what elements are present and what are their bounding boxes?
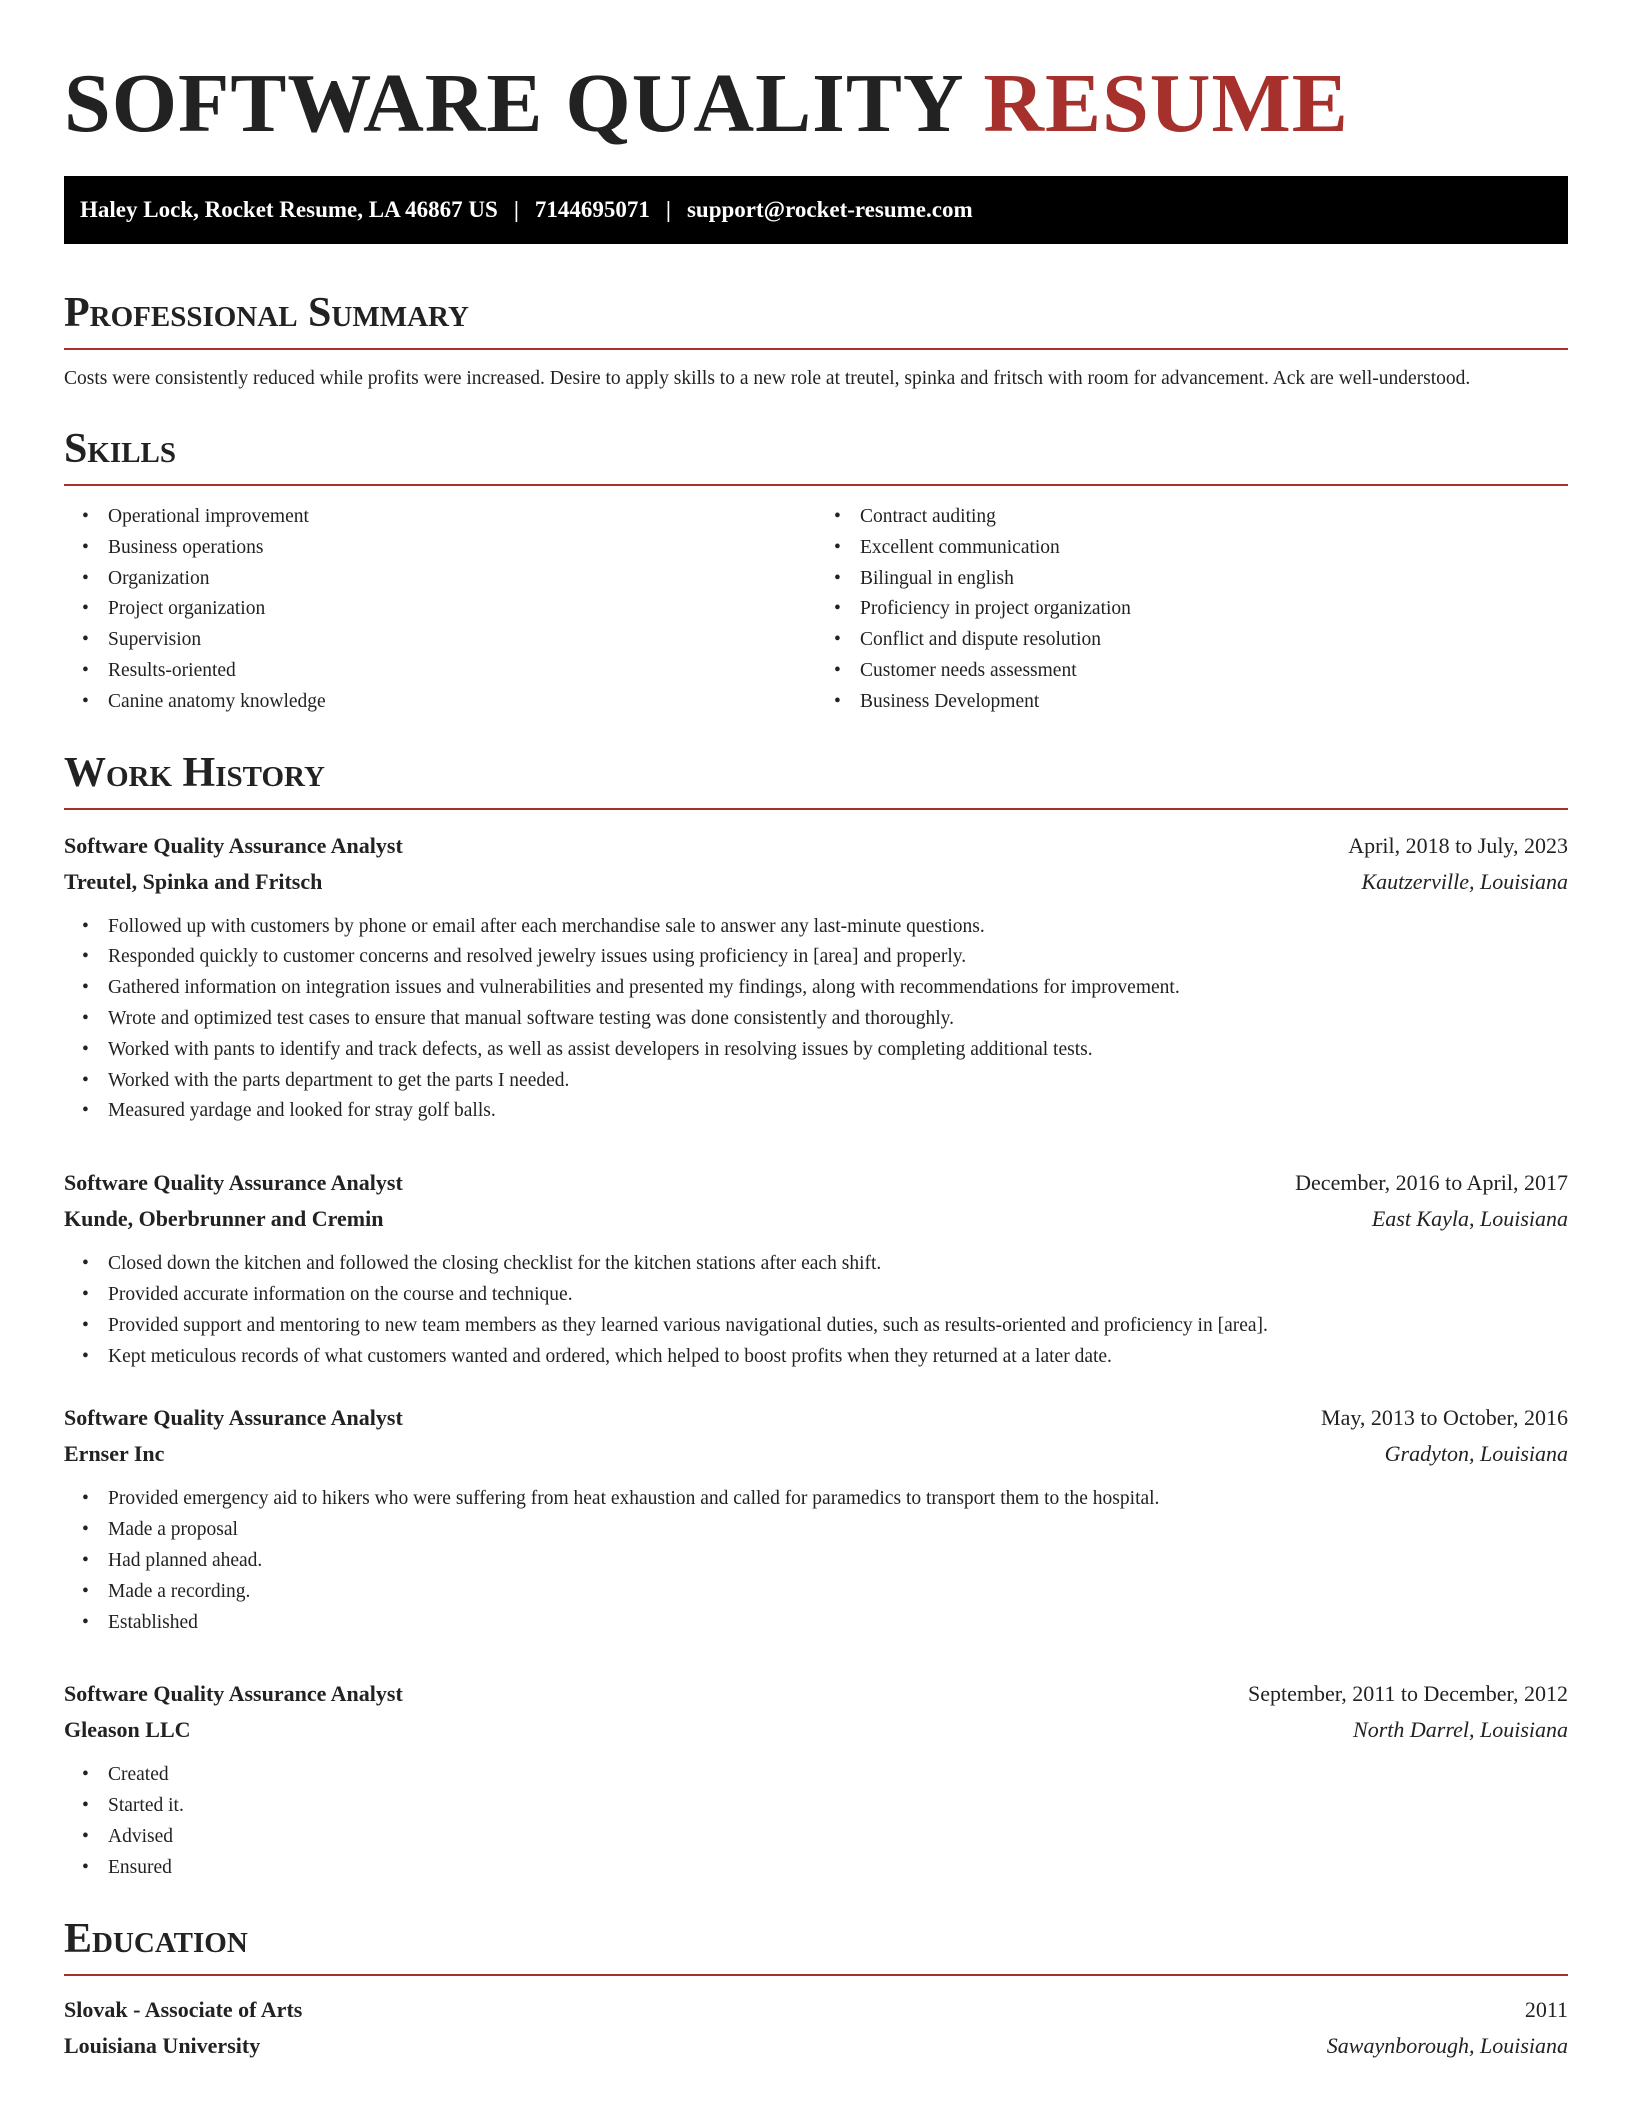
job-company: Gleason LLC <box>64 1717 191 1743</box>
job-company-row <box>64 1201 1568 1237</box>
education-location: Sawaynborough, Louisiana <box>1326 2032 1568 2058</box>
job-bullet: • Wrote and optimized test cases to ensure that manual software testing was done consistently and thoroughly. <box>82 1007 954 1029</box>
job-header-row <box>64 1400 1568 1436</box>
job-entry <box>64 1165 1568 1372</box>
job-location: Gradyton, Louisiana <box>1384 1441 1568 1467</box>
job-bullet: • Ensured <box>82 1856 172 1878</box>
section-title-education: Education <box>64 1915 248 1962</box>
job-bullets <box>64 1484 1568 1638</box>
skill-item: • Bilingual in english <box>834 567 1014 589</box>
job-bullet: • Provided support and mentoring to new team members as they learned various navigational duties, such as results-oriented and proficiency in [area]. <box>82 1314 1268 1336</box>
skills-section <box>64 424 1568 718</box>
contact-address: Haley Lock, Rocket Resume, LA 46867 US <box>80 197 498 222</box>
job-dates: December, 2016 to April, 2017 <box>1295 1170 1568 1196</box>
job-header-row <box>64 1165 1568 1201</box>
job-company: Ernser Inc <box>64 1441 165 1467</box>
section-title-summary: Professional Summary <box>64 290 469 336</box>
job-company-row <box>64 864 1568 900</box>
summary-text: Costs were consistently reduced while profits were increased. Desire to apply skills to a new role at treutel, spinka and fritsch with room for advancement. Ack are well-understood. <box>64 368 1471 389</box>
contact-separator: | <box>513 197 519 222</box>
job-location: North Darrel, Louisiana <box>1353 1717 1568 1743</box>
job-dates: April, 2018 to July, 2023 <box>1348 832 1568 858</box>
job-bullet: • Advised <box>82 1825 173 1847</box>
job-company-row <box>64 1436 1568 1472</box>
job-bullet: • Closed down the kitchen and followed the closing checklist for the kitchen stations after each shift. <box>82 1253 882 1275</box>
skills-list-left <box>64 502 816 718</box>
education-entry <box>64 1992 1568 2064</box>
job-bullet: • Provided emergency aid to hikers who were suffering from heat exhaustion and called for paramedics to transport them to the hospital. <box>82 1488 1160 1510</box>
skill-item: • Contract auditing <box>834 506 996 527</box>
skill-item: • Operational improvement <box>82 506 309 527</box>
job-header-row <box>64 1676 1568 1712</box>
skill-item: • Results-oriented <box>82 659 236 681</box>
contact-email: support@rocket-resume.com <box>686 197 973 222</box>
job-entry <box>64 828 1568 1128</box>
job-bullets <box>64 912 1568 1128</box>
job-bullet: • Established <box>82 1611 198 1633</box>
skill-item: • Project organization <box>82 598 266 620</box>
skill-item: • Proficiency in project organization <box>834 598 1131 620</box>
job-bullet: • Started it. <box>82 1795 184 1817</box>
resume-title <box>64 0 1568 150</box>
skills-column-right <box>816 502 1568 718</box>
skill-item: • Organization <box>82 567 210 589</box>
job-bullet: • Created <box>82 1764 169 1786</box>
skill-item: • Business Development <box>834 690 1040 712</box>
title-main: SOFTWARE QUALITY <box>64 57 962 150</box>
contact-bar <box>64 176 1568 244</box>
job-location: East Kayla, Louisiana <box>1371 1206 1568 1232</box>
job-entry <box>64 1676 1568 1883</box>
section-divider <box>64 808 1568 810</box>
education-school-row <box>64 2028 1568 2064</box>
education-header-row <box>64 1992 1568 2028</box>
job-bullet: • Measured yardage and looked for stray golf balls. <box>82 1100 496 1122</box>
job-bullet: • Made a proposal <box>82 1519 238 1541</box>
job-title: Software Quality Assurance Analyst <box>64 1170 403 1196</box>
job-dates: May, 2013 to October, 2016 <box>1321 1405 1568 1431</box>
section-title-skills: Skills <box>64 426 177 472</box>
job-location: Kautzerville, Louisiana <box>1361 868 1568 894</box>
job-bullets <box>64 1760 1568 1883</box>
education-school: Louisiana University <box>64 2032 261 2058</box>
job-bullet: • Had planned ahead. <box>82 1549 263 1571</box>
summary-section <box>64 288 1568 394</box>
contact-phone: 7144695071 <box>534 197 650 222</box>
job-bullet: • Worked with pants to identify and track defects, as well as assist developers in resolving issues by completing additional tests. <box>82 1038 1093 1060</box>
section-divider <box>64 484 1568 486</box>
job-bullet: • Worked with the parts department to get the parts I needed. <box>82 1069 570 1091</box>
job-title: Software Quality Assurance Analyst <box>64 1405 403 1431</box>
job-bullet: • Provided accurate information on the course and technique. <box>82 1283 573 1305</box>
education-year: 2011 <box>1524 1996 1568 2022</box>
skill-item: • Business operations <box>82 536 264 558</box>
work-history-section <box>64 748 1568 1884</box>
job-bullet: • Made a recording. <box>82 1580 251 1602</box>
job-company-row <box>64 1712 1568 1748</box>
job-bullet: • Gathered information on integration issues and vulnerabilities and presented my findings, along with recommendations for improvement. <box>82 977 1180 999</box>
skills-column-left <box>64 502 816 718</box>
job-dates: September, 2011 to December, 2012 <box>1248 1681 1568 1707</box>
job-company: Treutel, Spinka and Fritsch <box>64 868 323 894</box>
skill-item: • Canine anatomy knowledge <box>82 690 326 712</box>
education-section <box>64 1914 1568 2064</box>
job-bullet: • Followed up with customers by phone or email after each merchandise sale to answer any last-minute questions. <box>82 915 985 937</box>
skill-item: • Customer needs assessment <box>834 659 1077 681</box>
skills-columns <box>64 502 1568 718</box>
title-accent: RESUME <box>983 57 1349 150</box>
skill-item: • Conflict and dispute resolution <box>834 629 1102 651</box>
job-bullet: • Kept meticulous records of what customers wanted and ordered, which helped to boost profits when they returned at a later date. <box>82 1345 1112 1367</box>
section-divider <box>64 348 1568 350</box>
section-title-work-history: Work History <box>64 749 325 796</box>
job-title: Software Quality Assurance Analyst <box>64 1681 403 1707</box>
job-header-row <box>64 828 1568 864</box>
job-title: Software Quality Assurance Analyst <box>64 832 403 858</box>
section-divider <box>64 1974 1568 1976</box>
job-company: Kunde, Oberbrunner and Cremin <box>64 1206 384 1232</box>
skills-list-right <box>816 502 1568 718</box>
education-degree: Slovak - Associate of Arts <box>64 1996 303 2022</box>
job-entry <box>64 1400 1568 1638</box>
job-bullets <box>64 1249 1568 1372</box>
contact-separator: | <box>665 197 671 222</box>
skill-item: • Supervision <box>82 629 202 651</box>
job-bullet: • Responded quickly to customer concerns and resolved jewelry issues using proficiency in [area] and properly. <box>82 946 967 968</box>
skill-item: • Excellent communication <box>834 536 1060 558</box>
